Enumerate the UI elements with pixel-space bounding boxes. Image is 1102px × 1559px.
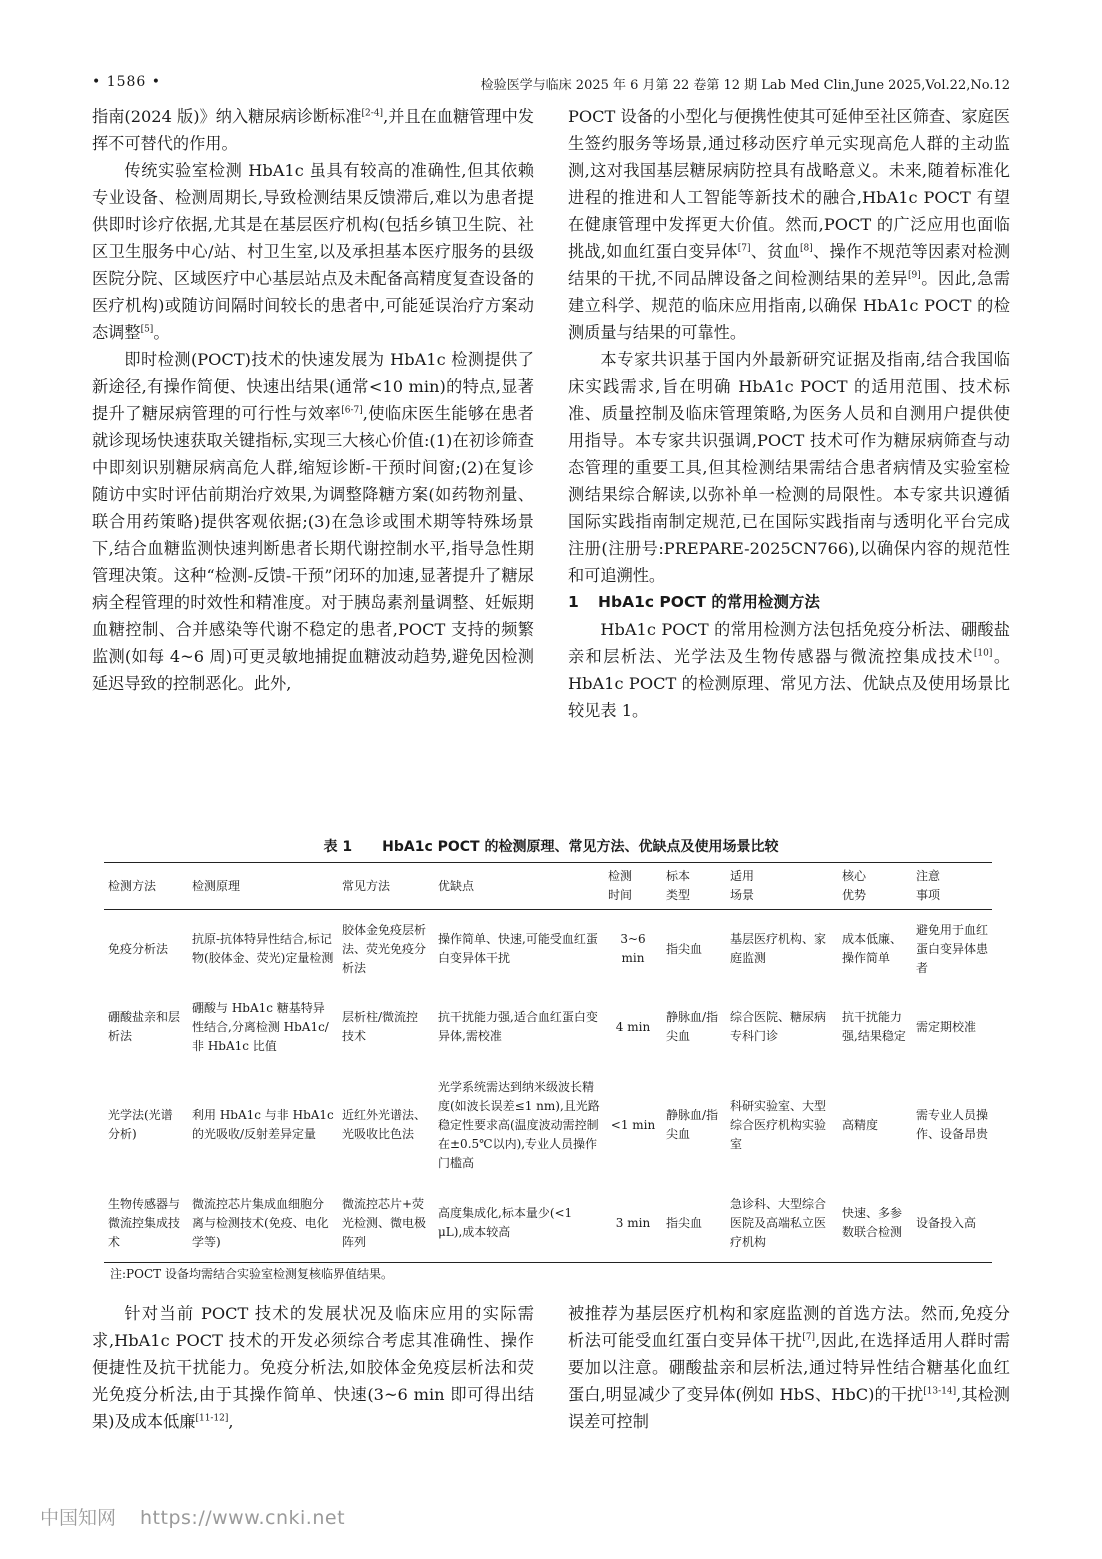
table-title: HbA1c POCT 的检测原理、常见方法、优缺点及使用场景比较 [382, 839, 779, 855]
cell-core: 抗干扰能力强,结果稳定 [842, 1010, 906, 1043]
right-column [568, 103, 1010, 724]
header-method: 检测方法 [108, 878, 157, 893]
cell-sample: 静脉血/指尖血 [666, 1010, 719, 1043]
cell-method: 光学法(光谱分析) [108, 1108, 173, 1141]
section-title: HbA1c POCT 的常用检测方法 [598, 593, 820, 611]
cell-pros-cons: 光学系统需达到纳米级波长精度(如波长误差≤1 nm),且光路稳定性要求高(温度波动需控制在±0.5℃以内),专业人员操作门槛高 [438, 1079, 600, 1170]
page-number: • 1586 • [92, 74, 162, 90]
cell-time: 4 min [615, 1019, 651, 1034]
header-core: 核心 优势 [842, 869, 867, 902]
cell-note: 需定期校准 [916, 1019, 977, 1034]
paragraph: HbA1c POCT 的常用检测方法包括免疫分析法、硼酸盐亲和层析法、光学法及生物传感器与微流控集成技术[10]。HbA1c POCT 的检测原理、常见方法、优缺点及使用场景比较见表 1。 [568, 620, 1011, 720]
cell-time: <1 min [610, 1117, 656, 1132]
table-header-row [104, 863, 992, 910]
cell-principle: 硼酸与 HbA1c 糖基特异性结合,分离检测 HbA1c/非 HbA1c 比值 [192, 1000, 329, 1053]
header-principle: 检测原理 [192, 878, 241, 893]
table-row [104, 988, 992, 1066]
paragraph: 被推荐为基层医疗机构和家庭监测的首选方法。然而,免疫分析法可能受血红蛋白变异体干扰[7],因此,在选择适用人群时需要加以注意。硼酸盐亲和层析法,通过特异性结合糖基化血红蛋白,明显减少了变异体(例如 HbS、HbC)的干扰[13-14],其检测误差可控制 [568, 1304, 1010, 1431]
cell-common: 胶体金免疫层析法、荧光免疫分析法 [342, 922, 427, 975]
cell-principle: 抗原-抗体特异性结合,标记物(胶体金、荧光)定量检测 [192, 932, 334, 965]
cell-principle: 利用 HbA1c 与非 HbA1c 的光吸收/反射差异定量 [192, 1108, 334, 1141]
cell-method: 免疫分析法 [108, 941, 169, 956]
cell-sample: 指尖血 [666, 1215, 703, 1230]
cell-principle: 微流控芯片集成血细胞分离与检测技术(免疫、电化学等) [192, 1196, 329, 1249]
citation: [2-4] [361, 108, 384, 119]
paragraph: 传统实验室检测 HbA1c 虽具有较高的准确性,但其依赖专业设备、检测周期长,导致检测结果反馈滞后,难以为患者提供即时诊疗依据,尤其是在基层医疗机构(包括乡镇卫生院、社区卫生服务中心/站、村卫生室,以及承担基本医疗服务的县级医院分院、区域医疗中心基层站点及未配备高精度复查设备的医疗机构)或随访间隔时间较长的患者中,可能延误治疗方案动态调整[5]。 [92, 161, 534, 342]
citation: [8] [800, 243, 813, 254]
cell-common: 微流控芯片+荧光检测、微电极阵列 [342, 1196, 427, 1249]
table-row [104, 1184, 992, 1263]
cell-method: 硼酸盐亲和层析法 [108, 1010, 181, 1043]
section-number: 1 [568, 593, 579, 611]
header-time: 检测 时间 [608, 869, 633, 902]
citation: [7] [737, 243, 751, 254]
cell-pros-cons: 操作简单、快速,可能受血红蛋白变异体干扰 [438, 932, 598, 965]
table-caption [92, 836, 1010, 856]
header-note: 注意 事项 [916, 869, 941, 902]
paragraph: POCT 设备的小型化与便携性使其可延伸至社区筛查、家庭医生签约服务等场景,通过移动医疗单元实现高危人群的主动监测,这对我国基层糖尿病防控具有战略意义。未来,随着标准化进程的推进和人工智能等新技术的融合,HbA1c POCT 有望在健康管理中发挥更大价值。然而,POCT 的广泛应用也面临挑战,如血红蛋白变异体[7]、贫血[8]、操作不规范等因素对检测结果的干扰,不同品牌设备之间检测结果的差异[9]。因此,急需建立科学、规范的临床应用指南,以确保 HbA1c POCT 的检测质量与结果的可靠性。 [568, 107, 1011, 342]
citation: [6-7] [341, 405, 363, 416]
cell-core: 高精度 [842, 1117, 879, 1132]
header-sample: 标本 类型 [666, 869, 691, 902]
cell-scene: 科研实验室、大型综合医疗机构实验室 [730, 1098, 827, 1151]
cell-common: 近红外光谱法、光吸收比色法 [342, 1108, 427, 1141]
cell-note: 避免用于血红蛋白变异体患者 [916, 922, 989, 975]
cell-pros-cons: 抗干扰能力强,适合血红蛋白变异体,需校准 [438, 1010, 598, 1043]
paragraph: 针对当前 POCT 技术的发展状况及临床应用的实际需求,HbA1c POCT 技术的开发必须综合考虑其准确性、操作便捷性及抗干扰能力。免疫分析法,如胶体金免疫层析法和荧光免疫分析法,由于其操作简单、快速(3~6 min 即可得出结果)及成本低廉[11-12], [92, 1304, 534, 1431]
cell-common: 层析柱/微流控技术 [342, 1010, 419, 1043]
watermark [40, 1503, 345, 1530]
cell-sample: 静脉血/指尖血 [666, 1108, 719, 1141]
citation: [11-12] [195, 1413, 229, 1424]
right-column-bottom [568, 1300, 1010, 1435]
cell-time: 3~6 min [620, 932, 646, 965]
cell-sample: 指尖血 [666, 941, 703, 956]
journal-header: 检验医学与临床 2025 年 6 月第 22 卷第 12 期 Lab Med Clin,June 2025,Vol.22,No.12 [480, 78, 1010, 93]
section-heading [568, 589, 1010, 616]
citation: [13-14] [923, 1386, 957, 1397]
comparison-table [104, 862, 992, 1263]
table-label: 表 1 [323, 839, 353, 855]
paragraph: 指南(2024 版)》纳入糖尿病诊断标准[2-4],并且在血糖管理中发挥不可替代的作用。 [92, 107, 534, 153]
citation: [9] [907, 270, 921, 281]
cell-note: 设备投入高 [916, 1215, 977, 1230]
header-scene: 适用 场景 [730, 869, 755, 902]
citation: [7] [802, 1332, 816, 1343]
table-footnote: 注:POCT 设备均需结合实验室检测复核临界值结果。 [110, 1267, 393, 1281]
header-pros-cons: 优缺点 [438, 878, 475, 893]
header-common: 常见方法 [342, 878, 391, 893]
watermark-url: https://www.cnki.net [140, 1507, 346, 1529]
cell-scene: 综合医院、糖尿病专科门诊 [730, 1010, 827, 1043]
table-row [104, 910, 992, 989]
cell-method: 生物传感器与微流控集成技术 [108, 1196, 181, 1249]
paragraph: 本专家共识基于国内外最新研究证据及指南,结合我国临床实践需求,旨在明确 HbA1c POCT 的适用范围、技术标准、质量控制及临床管理策略,为医务人员和自测用户提供使用指导。本专家共识强调,POCT 技术可作为糖尿病筛查与动态管理的重要工具,但其检测结果需结合患者病情及实验室检测结果综合解读,以弥补单一检测的局限性。本专家共识遵循国际实践指南制定规范,已在国际实践指南与透明化平台完成注册(注册号:PREPARE-2025CN766),以确保内容的规范性和可追溯性。 [568, 350, 1010, 585]
citation: [5] [140, 324, 154, 335]
citation: [10] [973, 648, 993, 659]
left-column [92, 103, 534, 697]
cell-scene: 基层医疗机构、家庭监测 [730, 932, 827, 965]
watermark-brand: 中国知网 [40, 1507, 117, 1529]
cell-time: 3 min [615, 1215, 651, 1230]
cell-scene: 急诊科、大型综合医院及高端私立医疗机构 [730, 1196, 827, 1249]
cell-pros-cons: 高度集成化,标本量少(<1 μL),成本较高 [438, 1206, 573, 1239]
paragraph: 即时检测(POCT)技术的快速发展为 HbA1c 检测提供了新途径,有操作简便、快速出结果(通常<10 min)的特点,显著提升了糖尿病管理的可行性与效率[6-7],使临床医生能够在患者就诊现场快速获取关键指标,实现三大核心价值:(1)在初诊筛查中即刻识别糖尿病高危人群,缩短诊断-干预时间窗;(2)在复诊随访中实时评估前期治疗效果,为调整降糖方案(如药物剂量、联合用药策略)提供客观依据;(3)在急诊或围术期等特殊场景下,结合血糖监测快速判断患者长期代谢控制水平,指导急性期管理决策。这种“检测-反馈-干预”闭环的加速,显著提升了糖尿病全程管理的时效性和精准度。对于胰岛素剂量调整、妊娠期血糖控制、合并感染等代谢不稳定的患者,POCT 支持的频繁监测(如每 4~6 周)可更灵敏地捕捉血糖波动趋势,避免因检测延迟导致的控制恶化。此外, [92, 350, 534, 693]
cell-core: 快速、多参数联合检测 [842, 1206, 903, 1239]
cell-core: 成本低廉、操作简单 [842, 932, 903, 965]
cell-note: 需专业人员操作、设备昂贵 [916, 1108, 989, 1141]
table-row [104, 1066, 992, 1184]
left-column-bottom [92, 1300, 534, 1435]
